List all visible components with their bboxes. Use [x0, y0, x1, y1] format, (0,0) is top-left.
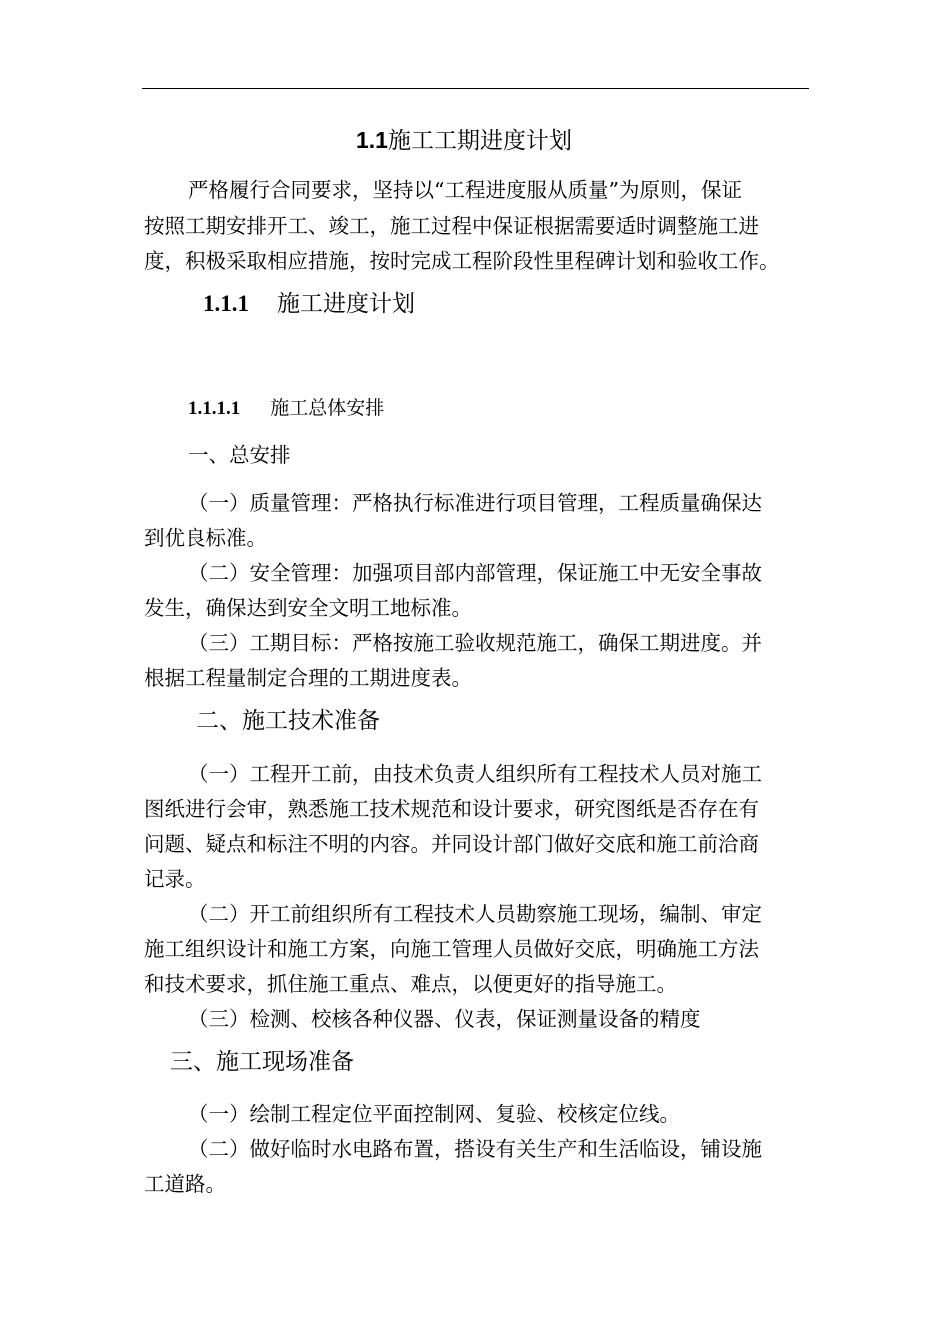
- intro-line-2: 按照工期安排开工、竣工，施工过程中保证根据需要适时调整施工进: [144, 214, 759, 238]
- heading-1-number: 1.1: [356, 127, 388, 153]
- section-1-line-6: 根据工程量制定合理的工期进度表。: [144, 666, 472, 690]
- section-1-line-1: （一）质量管理：严格执行标准进行项目管理，工程质量确保达: [188, 491, 762, 515]
- heading-1: [356, 126, 572, 155]
- section-3-title: 三、施工现场准备: [170, 1049, 354, 1075]
- heading-2: [203, 290, 415, 318]
- section-1-line-2: 到优良标准。: [144, 526, 267, 550]
- intro-line-1: 严格履行合同要求，坚持以“工程进度服从质量”为原则，保证: [188, 178, 742, 202]
- section-2-line-5: （二）开工前组织所有工程技术人员勘察施工现场，编制、审定: [188, 902, 762, 926]
- heading-2-number: 1.1.1: [203, 291, 249, 316]
- intro-line-3: 度，积极采取相应措施，按时完成工程阶段性里程碑计划和验收工作。: [144, 249, 780, 273]
- section-2-line-6: 施工组织设计和施工方案，向施工管理人员做好交底，明确施工方法: [144, 937, 759, 961]
- section-2-line-4: 记录。: [144, 867, 206, 891]
- section-2-line-7: 和技术要求，抓住施工重点、难点，以便更好的指导施工。: [144, 972, 677, 996]
- section-2-line-8: （三）检测、校核各种仪器、仪表，保证测量设备的精度: [188, 1007, 701, 1031]
- section-2-line-2: 图纸进行会审，熟悉施工技术规范和设计要求，研究图纸是否存在有: [144, 797, 759, 821]
- section-1-title: 一、总安排: [188, 443, 291, 467]
- heading-3-number: 1.1.1.1: [188, 398, 241, 419]
- heading-3: [188, 394, 384, 423]
- header-rule: [142, 88, 809, 89]
- section-3-line-1: （一）绘制工程定位平面控制网、复验、校核定位线。: [188, 1102, 680, 1126]
- section-1-line-5: （三）工期目标：严格按施工验收规范施工，确保工期进度。并: [188, 631, 762, 655]
- section-3-line-2: （二）做好临时水电路布置，搭设有关生产和生活临设，铺设施: [188, 1137, 762, 1161]
- heading-2-title: 施工进度计划: [277, 291, 415, 317]
- section-2-line-3: 问题、疑点和标注不明的内容。并同设计部门做好交底和施工前洽商: [144, 832, 759, 856]
- section-2-line-1: （一）工程开工前，由技术负责人组织所有工程技术人员对施工: [188, 762, 762, 786]
- section-2-title: 二、施工技术准备: [196, 708, 380, 734]
- heading-3-title: 施工总体安排: [270, 397, 385, 419]
- section-3-line-3: 工道路。: [144, 1172, 226, 1196]
- section-1-line-4: 发生，确保达到安全文明工地标准。: [144, 596, 472, 620]
- section-1-line-3: （二）安全管理：加强项目部内部管理，保证施工中无安全事故: [188, 561, 762, 585]
- heading-1-title: 施工工期进度计划: [387, 128, 572, 154]
